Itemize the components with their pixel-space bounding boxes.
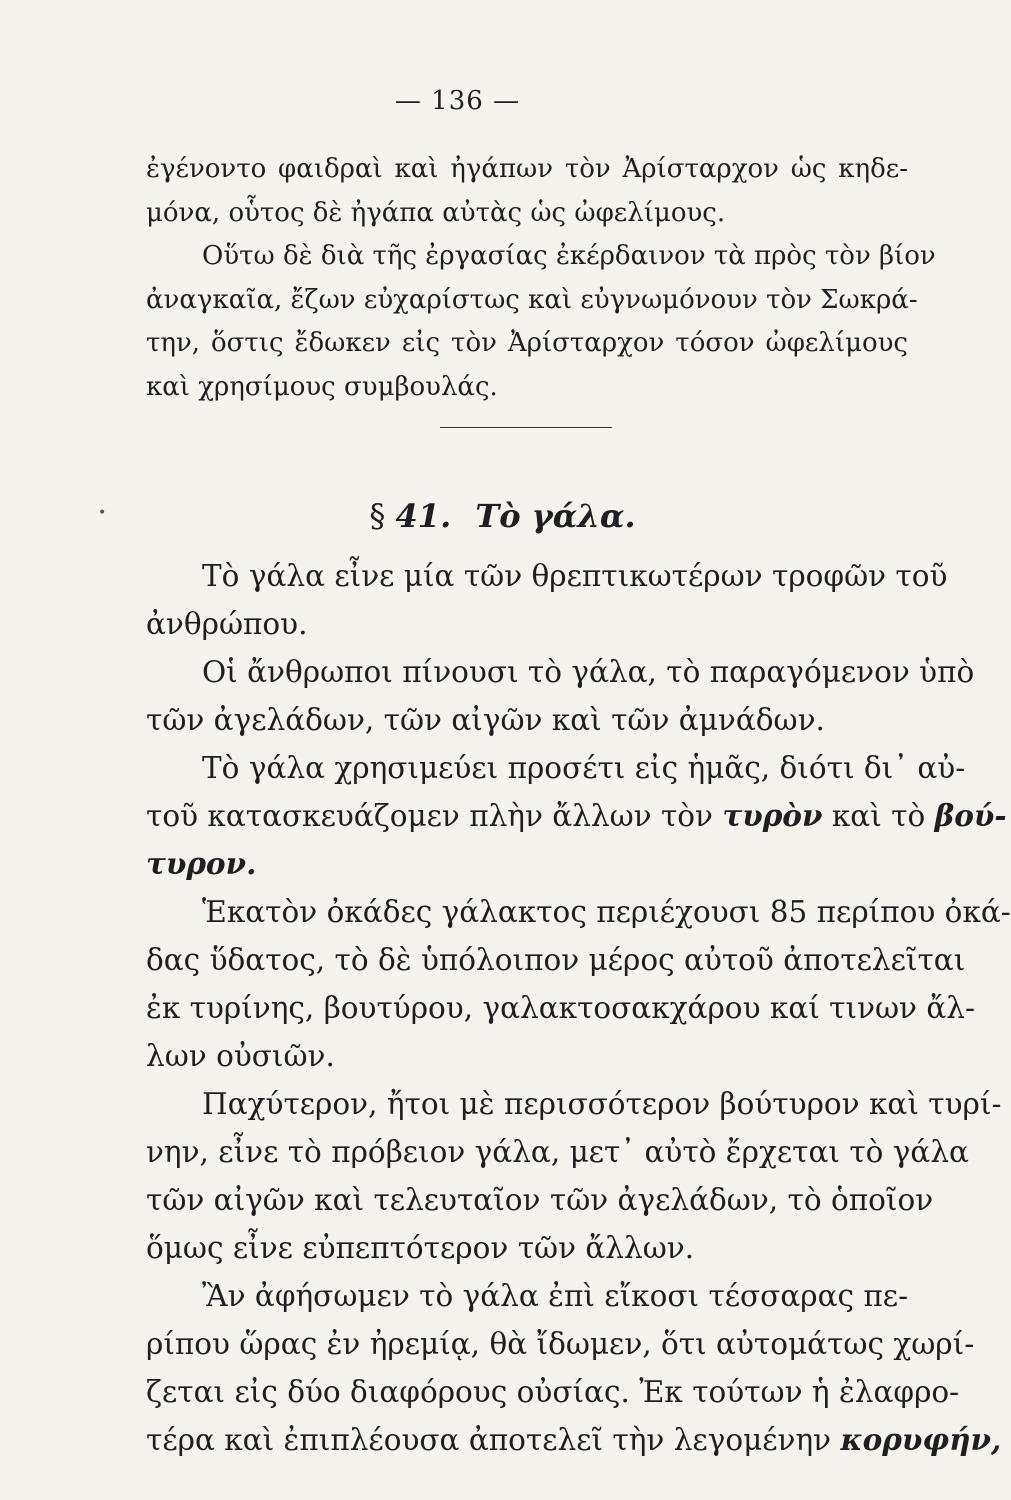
text-line: νην, εἶνε τὸ πρόβειον γάλα, μετ᾽ αὐτὸ ἔρχεται τὸ γάλα — [146, 1135, 969, 1169]
section-body — [146, 552, 1011, 1464]
text-run: τέρα καὶ ἐπιπλέουσα ἀποτελεῖ τὴν λεγομένην — [146, 1423, 832, 1457]
text-line: τῶν αἰγῶν καὶ τελευταῖον τῶν ἀγελάδων, τὸ ὁποῖον — [146, 1183, 934, 1217]
section-title: Τὸ γάλα. — [475, 497, 636, 535]
text-line: ζεται εἰς δύο διαφόρους οὐσίας. Ἐκ τούτων ἡ ἐλαφρο- — [146, 1375, 960, 1409]
text-line: λων οὐσιῶν. — [146, 1039, 335, 1073]
text-line: Ἂν ἀφήσωμεν τὸ γάλα ἐπὶ εἴκοσι τέσσαρας πε- — [202, 1279, 909, 1313]
text-line — [146, 840, 908, 888]
text-line: ἀνθρώπου. — [146, 607, 308, 641]
section-number: 41. — [395, 497, 452, 535]
page-number: — 136 — — [394, 86, 521, 116]
text-line: ἐγένοντο φαιδραὶ καὶ ἠγάπων τὸν Ἀρίσταρχον ὡς κηδε- — [146, 154, 908, 184]
text-line: Ἑκατὸν ὀκάδες γάλακτος περιέχουσι 85 περίπου ὀκά- — [202, 895, 1011, 929]
text-line: Τὸ γάλα χρησιμεύει προσέτι εἰς ἡμᾶς, διότι δι᾽ αὐ- — [202, 751, 966, 785]
text-line: ἐκ τυρίνης, βουτύρου, γαλακτοσακχάρου καί τινων ἄλ- — [146, 991, 975, 1025]
text-run: τοῦ κατασκευάζομεν πλὴν ἄλλων τὸν — [146, 799, 713, 833]
text-line — [146, 792, 1007, 840]
text-line: ὅμως εἶνε εὐπεπτότερον τῶν ἄλλων. — [146, 1231, 695, 1265]
text-line: την, ὅστις ἔδωκεν εἰς τὸν Ἀρίσταρχον τόσον ὠφελίμους — [146, 328, 908, 358]
text-line: ἀναγκαῖα, ἔζων εὐχαρίστως καὶ εὐγνωμόνουν τὸν Σωκρά- — [146, 284, 918, 315]
text-line: Παχύτερον, ἤτοι μὲ περισσότερον βούτυρον καὶ τυρί- — [202, 1087, 1002, 1121]
text-line: Οἱ ἄνθρωποι πίνουσι τὸ γάλα, τὸ παραγόμενον ὑπὸ — [202, 655, 975, 689]
emphasis-voutyron: βού- — [934, 798, 1007, 833]
text-line — [146, 1416, 1002, 1464]
section-divider — [440, 427, 612, 428]
text-line: Τὸ γάλα εἶνε μία τῶν θρεπτικωτέρων τροφῶν τοῦ — [202, 559, 948, 593]
text-line: Οὕτω δὲ διὰ τῆς ἐργασίας ἐκέρδαινον τὰ πρὸς τὸν βίον — [202, 241, 936, 271]
emphasis-tyron: τυρὸν — [722, 798, 823, 833]
text-line: τῶν ἀγελάδων, τῶν αἰγῶν καὶ τῶν ἀμνάδων. — [146, 703, 825, 737]
section-heading — [0, 492, 915, 540]
emphasis-koryfin: κορυφήν, — [840, 1422, 1002, 1457]
emphasis-voutyron-end: τυρον. — [146, 846, 257, 881]
top-paragraphs — [146, 148, 936, 409]
text-line: δας ὕδατος, τὸ δὲ ὑπόλοιπον μέρος αὐτοῦ ἀποτελεῖται — [146, 943, 966, 977]
section-symbol: § — [369, 497, 386, 535]
text-run: καὶ τὸ — [831, 799, 926, 833]
text-line: καὶ χρησίμους συμβουλάς. — [146, 371, 498, 402]
margin-mark: • — [98, 505, 107, 521]
text-line: ρίπου ὥρας ἐν ἠρεμίᾳ, θὰ ἴδωμεν, ὅτι αὐτομάτως χωρί- — [146, 1327, 975, 1361]
text-line: μόνα, οὗτος δὲ ἠγάπα αὐτὰς ὡς ὠφελίμους. — [146, 197, 726, 228]
